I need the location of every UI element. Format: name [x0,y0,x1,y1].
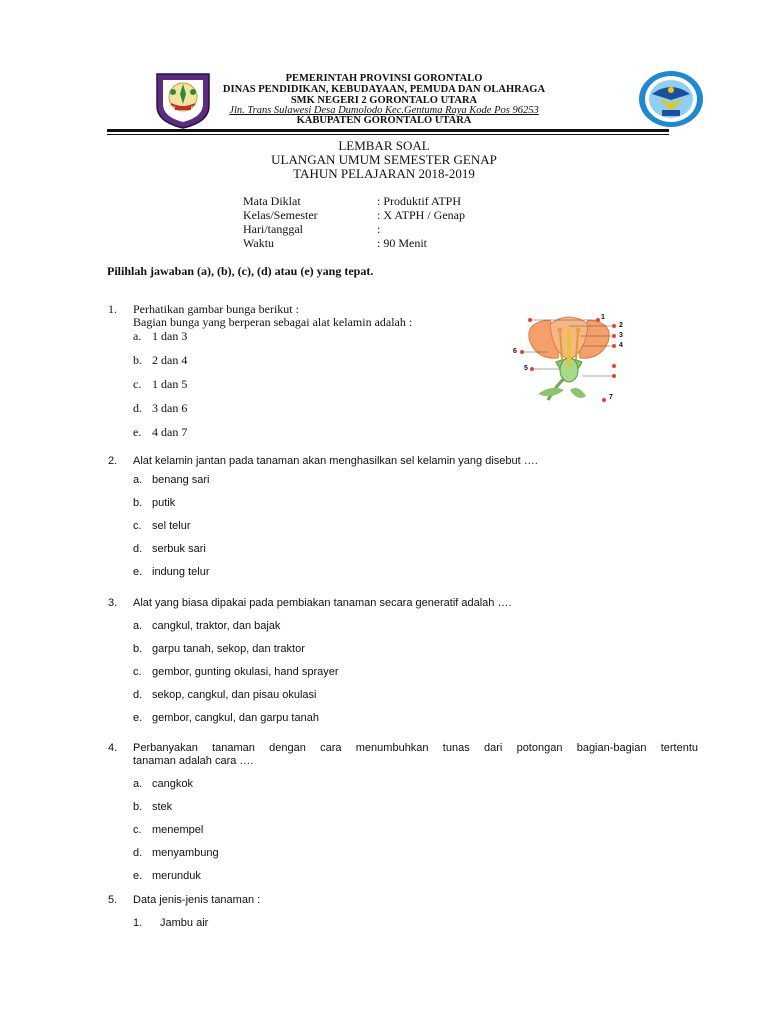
option-text: sekop, cangkul, dan pisau okulasi [152,689,317,701]
option-c[interactable] [133,666,339,679]
meta-label: Mata Diklat [243,194,301,208]
option-text: benang sari [152,474,210,486]
option-letter: e. [133,566,143,578]
option-letter: e. [133,870,143,882]
meta-label: Waktu [243,236,275,250]
option-text: menyambung [152,847,219,859]
option-text: cangkok [152,778,193,790]
option-text: 1 dan 5 [152,377,188,391]
header-line-address: Jln. Trans Sulawesi Desa Dumolodo Kec.Gentuma Raya Kode Pos 96253 [229,105,539,116]
question-4 [0,742,768,887]
option-text: stek [152,801,173,813]
flower-label-5: 5 [524,365,528,372]
option-letter: e. [133,425,142,439]
option-text: 3 dan 6 [152,401,188,415]
option-e[interactable] [133,712,319,725]
question-text: Alat yang biasa dipakai pada pembiakan tanaman secara generatif adalah …. [133,597,512,609]
list-item-text: Jambu air [160,917,209,929]
header-rule-thick [107,129,669,132]
option-a[interactable] [133,330,187,343]
question-number: 3. [108,597,118,609]
instruction: Pilihlah jawaban (a), (b), (c), (d) atau (e) yang tepat. [107,264,374,278]
option-text: 2 dan 4 [152,353,188,367]
option-letter: b. [133,801,143,813]
question-number: 4. [108,742,118,754]
meta-row-class [243,209,465,222]
list-item [133,917,208,930]
option-d[interactable] [133,402,187,415]
option-e[interactable] [133,566,210,579]
option-c[interactable] [133,378,187,391]
flower-diagram [508,312,638,407]
doc-title-line1: LEMBAR SOAL [338,138,430,153]
question-text: tanaman adalah cara …. [133,755,254,767]
meta-value: : 90 Menit [377,236,427,250]
question-5 [0,894,768,934]
question-text: Alat kelamin jantan pada tanaman akan menghasilkan sel kelamin yang disebut …. [133,455,538,467]
option-text: merunduk [152,870,201,882]
meta-row-subject [243,195,461,208]
header-rule-thin [107,134,669,135]
question-text: Data jenis-jenis tanaman : [133,894,261,906]
option-letter: a. [133,778,143,790]
question-number: 2. [108,455,118,467]
meta-value: : X ATPH / Genap [377,208,465,222]
question-text: Perbanyakan tanaman dengan cara menumbuhkan tunas dari potongan bagian-bagian tertentu [133,742,698,754]
question-number: 5. [108,894,118,906]
option-letter: a. [133,620,143,632]
header-line-department: DINAS PENDIDIKAN, KEBUDAYAAN, PEMUDA DAN OLAHRAGA [222,84,546,95]
option-letter: d. [133,543,143,555]
option-text: sel telur [152,520,191,532]
option-text: 4 dan 7 [152,425,188,439]
header-line-school: SMK NEGERI 2 GORONTALO UTARA [290,95,478,106]
meta-row-date [243,223,380,236]
meta-label: Kelas/Semester [243,208,318,222]
option-text: serbuk sari [152,543,206,555]
meta-row-time [243,237,427,250]
option-c[interactable] [133,520,191,533]
question-2 [0,455,768,580]
option-text: 1 dan 3 [152,329,188,343]
flower-label-1: 1 [601,314,605,321]
question-1 [0,303,768,443]
header-line-province: PEMERINTAH PROVINSI GORONTALO [285,73,483,84]
option-d[interactable] [133,847,219,860]
option-letter: b. [133,497,143,509]
option-letter: c. [133,520,142,532]
option-a[interactable] [133,620,280,633]
option-text: garpu tanah, sekop, dan traktor [152,643,305,655]
option-text: menempel [152,824,204,836]
flower-label-6: 6 [513,348,517,355]
option-c[interactable] [133,824,203,837]
option-letter: b. [133,643,143,655]
option-b[interactable] [133,643,305,656]
doc-title-line2: ULANGAN UMUM SEMESTER GENAP [271,152,497,167]
option-letter: a. [133,474,143,486]
option-e[interactable] [133,426,187,439]
option-b[interactable] [133,801,172,814]
question-number: 1. [108,302,117,316]
option-d[interactable] [133,543,206,556]
option-text: gembor, cangkul, dan garpu tanah [152,712,319,724]
option-b[interactable] [133,497,175,510]
question-text: Bagian bunga yang berperan sebagai alat kelamin adalah : [133,315,413,329]
option-letter: c. [133,824,142,836]
option-text: putik [152,497,176,509]
meta-value: : Produktif ATPH [377,194,462,208]
option-letter: d. [133,689,143,701]
flower-label-2: 2 [619,322,623,329]
option-letter: c. [133,377,142,391]
option-letter: c. [133,666,142,678]
option-letter: d. [133,401,142,415]
meta-label: Hari/tanggal [243,222,303,236]
option-b[interactable] [133,354,187,367]
question-text: Perhatikan gambar bunga berikut : [133,302,299,316]
flower-label-7: 7 [609,394,613,401]
doc-title-line3: TAHUN PELAJARAN 2018-2019 [293,166,475,181]
header-line-regency: KABUPATEN GORONTALO UTARA [296,115,472,126]
flower-label-4: 4 [619,342,623,349]
question-3 [0,597,768,727]
option-d[interactable] [133,689,317,702]
option-text: indung telur [152,566,210,578]
option-letter: b. [133,353,142,367]
option-a[interactable] [133,474,210,487]
option-letter: e. [133,712,143,724]
option-text: cangkul, traktor, dan bajak [152,620,281,632]
flower-label-3: 3 [619,332,623,339]
list-item-number: 1. [133,917,143,929]
meta-value: : [377,222,381,236]
option-letter: a. [133,329,142,343]
option-a[interactable] [133,778,193,791]
option-text: gembor, gunting okulasi, hand sprayer [152,666,339,678]
option-e[interactable] [133,870,201,883]
option-letter: d. [133,847,143,859]
